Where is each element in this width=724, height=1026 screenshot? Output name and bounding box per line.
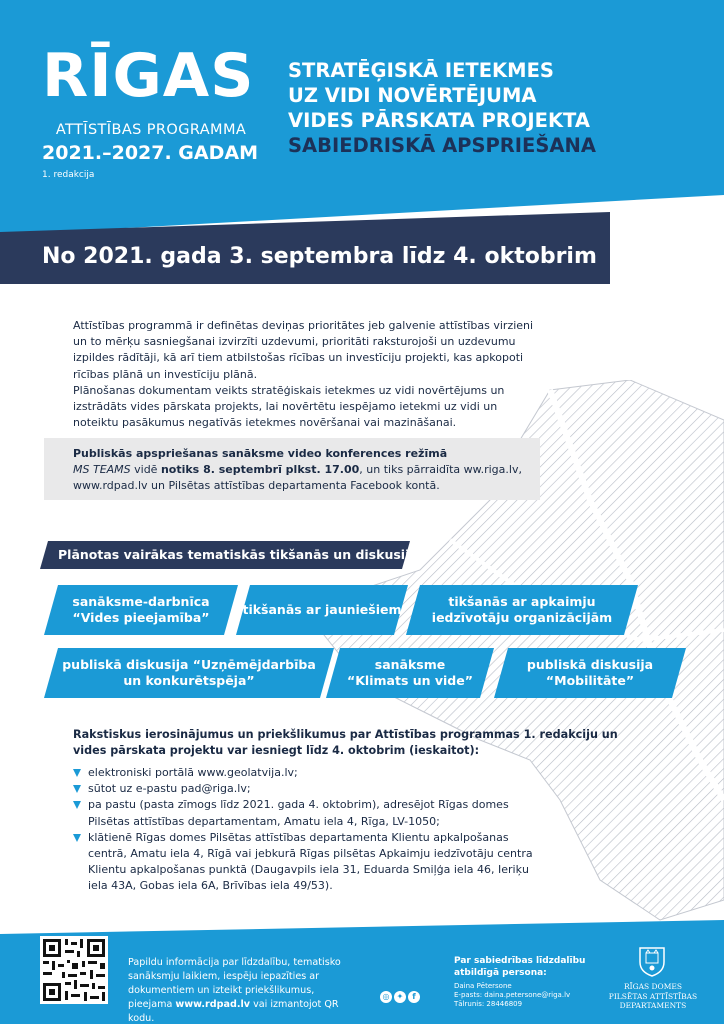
intro-paragraph: Plānošanas dokumentam veikts stratēģiskais ietekmes uz vidi novērtējums un izstrādāts vides pārskata projekts, lai novērtētu iespējamo ietekmi uz vidi un noteiktu pasākumus negatīvās ietekmes novēršanai vai mazināšanai. (73, 383, 505, 430)
triangle-bullet-icon (73, 769, 81, 777)
meeting-pill (44, 648, 334, 698)
conference-text-a: vidē (130, 463, 161, 477)
meeting-pill (326, 648, 494, 698)
meeting-label: tikšanās ar jauniešiem (242, 602, 402, 617)
meeting-label: publiskā diskusija “Mobilitāte” (526, 657, 654, 688)
headline-line: STRATĒĢISKĀ IETEKMES (288, 59, 554, 82)
triangle-bullet-icon (73, 834, 81, 842)
meeting-pill (44, 585, 238, 635)
contact-title: Par sabiedrības līdzdalību atbildīgā persona: (454, 956, 586, 978)
list-item: elektroniski portālā www.geolatvija.lv; (73, 765, 543, 781)
intro-paragraph: Attīstības programmā ir definētas deviņas prioritātes jeb galvenie attīstības virzieni un to mērķu sasniegšanai izvirzīti uzdevumi, prioritāti raksturojoši un uzdevumu izpildes rādītāji, kā arī tiem atbilstošas rīcības un investīciju projekti, kas apkopoti rīcības plānā un investīciju plānā. (73, 319, 534, 381)
logo-years: 2021.–2027. GADAM (42, 142, 258, 164)
list-item: klātienē Rīgas domes Pilsētas attīstības departamenta Klientu apkalpošanas centrā, Amatu iela 4, Rīgā vai jebkurā Rīgas pilsētas Apkaimju iedzīvotāju centra Klientu apkalpošanas punktā (Daugavpils iela 31, Eduarda Smiļģa iela 46, Ieriķu iela 43A, Gobas iela 6A, Brīvības iela 49/53). (73, 830, 543, 895)
conference-text-b: , un tiks pārraidīta ww.riga.lv, www.rdpad.lv un Pilsētas attīstības departamenta Facebook kontā. (73, 463, 522, 493)
headline-line: UZ VIDI NOVĒRTĒJUMA (288, 84, 537, 107)
headline-line: VIDES PĀRSKATA PROJEKTA (288, 109, 590, 132)
conference-time: notiks 8. septembrī plkst. 17.00 (160, 463, 360, 477)
logo-subtitle: ATTĪSTĪBAS PROGRAMMA (55, 122, 247, 138)
meeting-pill (494, 648, 686, 698)
triangle-bullet-icon (73, 801, 81, 809)
headline-line-highlight: SABIEDRISKĀ APSPRIEŠANA (288, 134, 596, 157)
contact-name: Daina Pētersone (454, 982, 512, 990)
intro-text (73, 318, 543, 431)
meeting-pill (406, 585, 638, 635)
contact-phone: Tālrunis: 28446809 (454, 1000, 523, 1008)
list-item: sūtot uz e-pastu pad@riga.lv; (73, 781, 543, 797)
meetings-title: Plānotas vairākas tematiskās tikšanās un diskusijas: (58, 547, 431, 562)
social-links (380, 984, 422, 1003)
conference-platform: MS TEAMS (73, 463, 131, 477)
headline (288, 58, 708, 158)
riga-crest-icon (638, 944, 666, 978)
meeting-label: publiskā diskusija “Uzņēmējdarbība un konkurētspēja” (62, 657, 316, 688)
triangle-bullet-icon (73, 785, 81, 793)
conference-heading: Publiskās apspriešanas sanāksme video konferences režīmā (73, 447, 448, 460)
department-name: RĪGAS DOMES PILSĒTAS ATTĪSTĪBAS DEPARTAMENTS (608, 982, 698, 1010)
footer-info: Papildu informācija par līdzdalību, tematisko sanāksmju laikiem, iespēju iepazīties ar dokumentiem un izteikt priekšlikumus, pieejama www.rdpad.lv vai izmantojot QR kodu. (128, 957, 341, 1024)
conference-text (73, 446, 533, 495)
list-item: pa pastu (pasta zīmogs līdz 2021. gada 4. oktobrim), adresējot Rīgas domes Pilsētas attīstības departamentam, Amatu iela 4, Rīga, LV-1050; (73, 797, 543, 829)
logo-title: RĪGAS (42, 41, 255, 111)
meeting-label: tikšanās ar apkaimju iedzīvotāju organizācijām (431, 594, 613, 625)
logo-edition: 1. redakcija (42, 170, 95, 180)
facebook-icon[interactable]: f (408, 991, 420, 1003)
qr-code[interactable] (40, 936, 108, 1004)
meeting-label: sanāksme-darbnīca “Vides pieejamība” (72, 594, 210, 625)
submission-methods (73, 765, 543, 895)
twitter-icon[interactable]: ✦ (394, 991, 406, 1003)
date-range: No 2021. gada 3. septembra līdz 4. oktobrim (42, 244, 597, 269)
footer-link[interactable]: www.rdpad.lv (175, 999, 251, 1010)
contact-email[interactable]: E-pasts: daina.petersone@riga.lv (454, 991, 571, 999)
meeting-pill (236, 585, 408, 635)
meeting-label: sanāksme “Klimats un vide” (347, 657, 473, 688)
instagram-icon[interactable]: ◎ (380, 991, 392, 1003)
comments-heading: Rakstiskus ierosinājumus un priekšlikumus par Attīstības programmas 1. redakciju un vides pārskata projektu var iesniegt līdz 4. oktobrim (ieskaitot): (73, 728, 618, 757)
